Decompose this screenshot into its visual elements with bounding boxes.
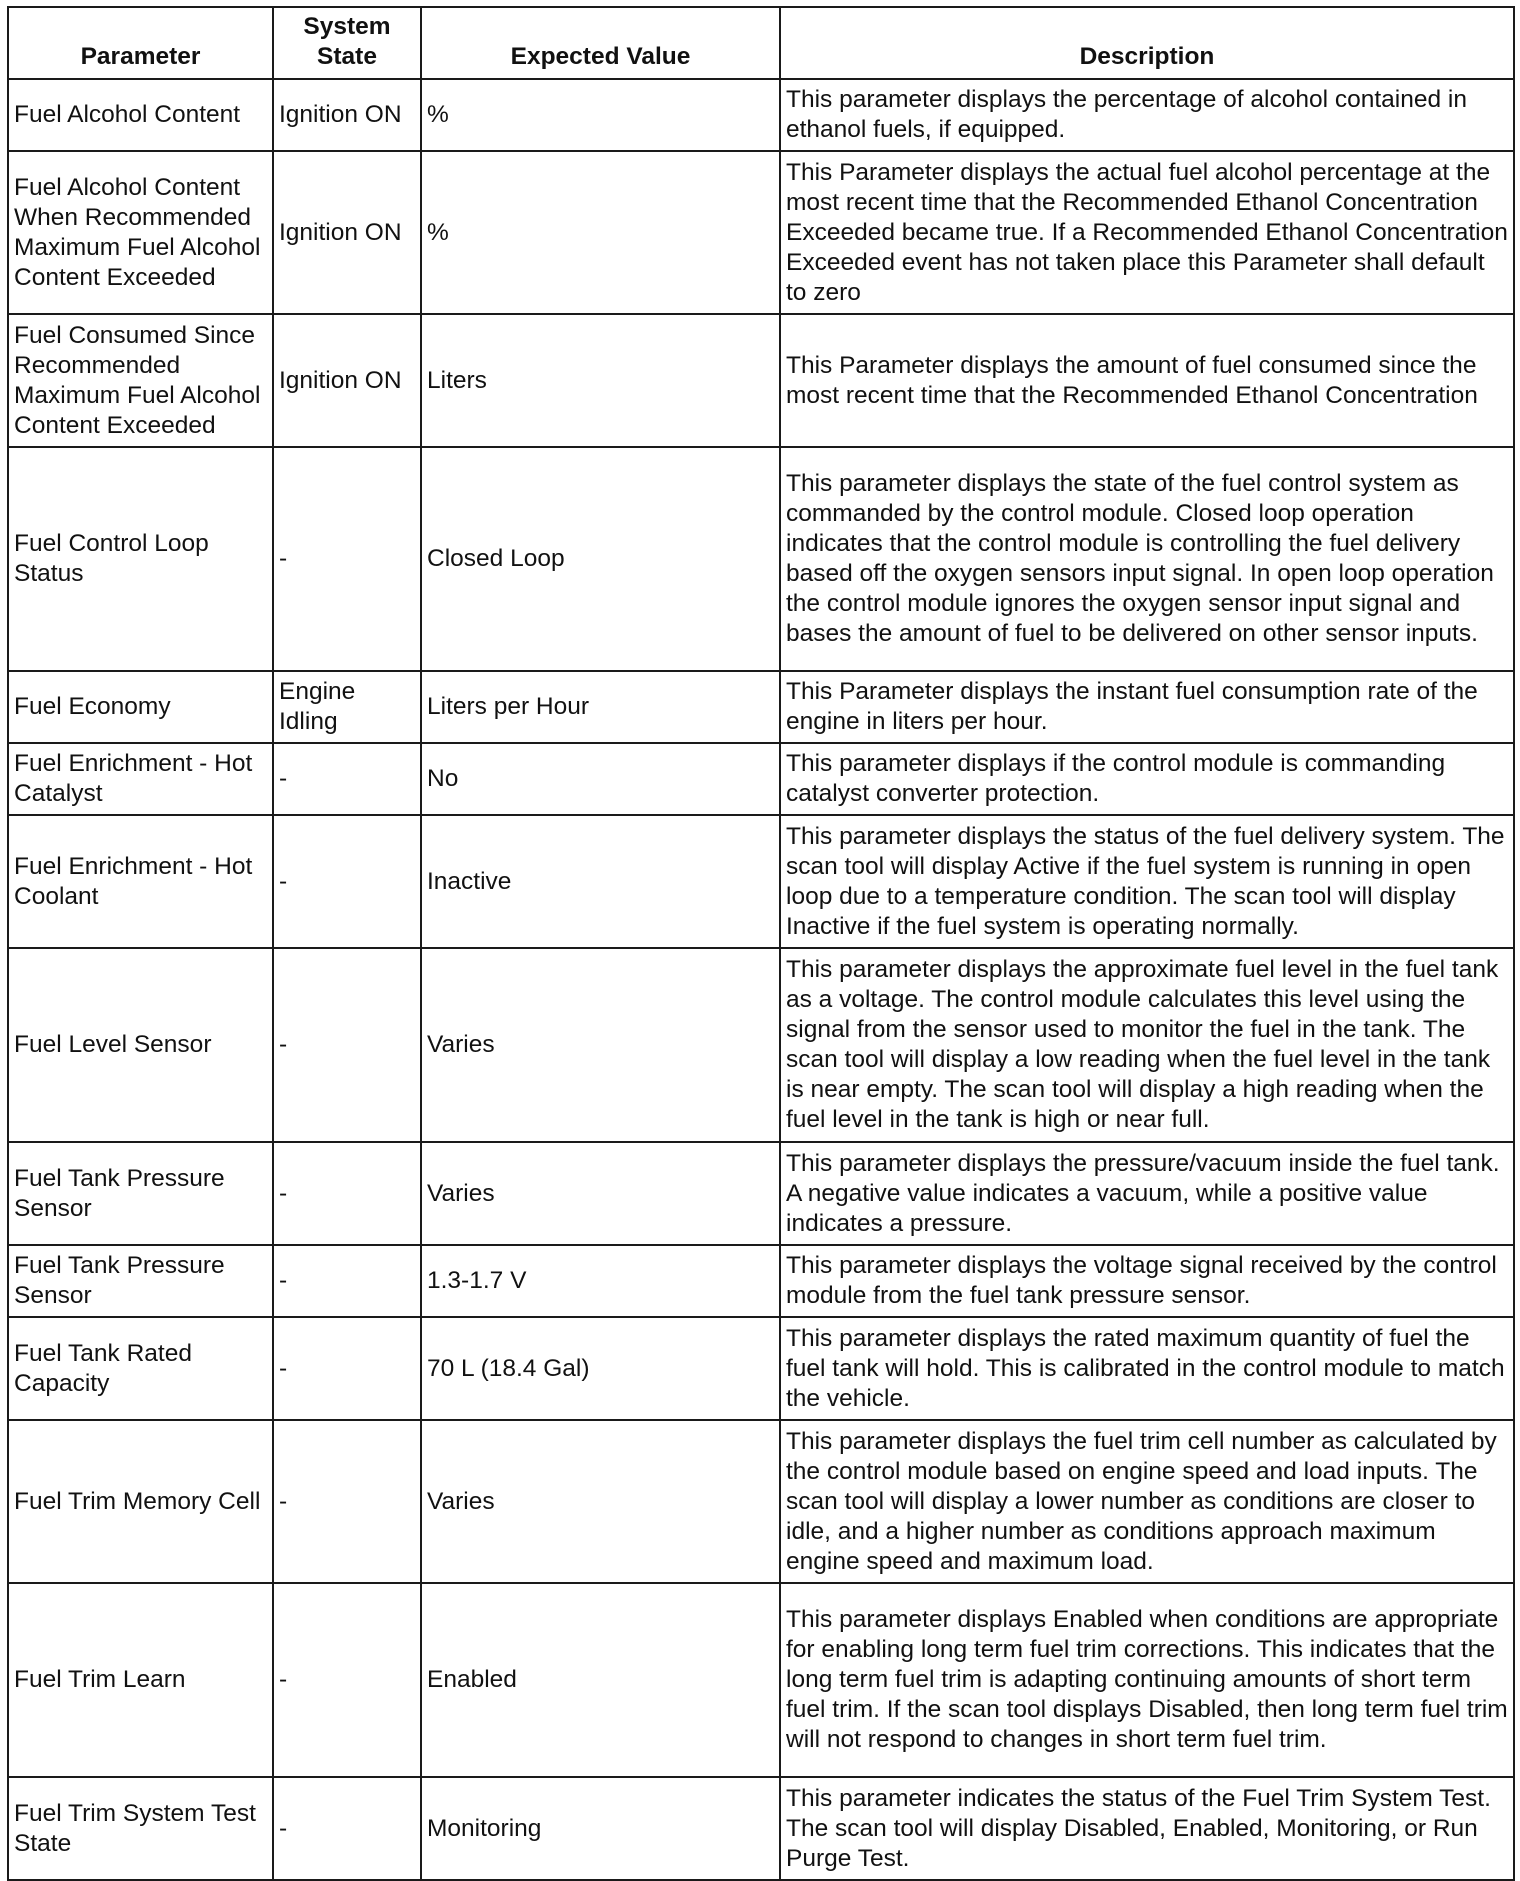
cell-parameter: Fuel Consumed Since Recommended Maximum Fuel Alcohol Content Exceeded [8,314,273,447]
cell-parameter: Fuel Level Sensor [8,948,273,1142]
cell-system-state: - [273,1142,421,1245]
cell-description: This parameter displays if the control module is commanding catalyst converter protection. [780,743,1514,815]
cell-parameter: Fuel Alcohol Content [8,79,273,151]
table-row [8,1142,1514,1245]
table-row [8,447,1514,671]
table-row [8,743,1514,815]
cell-parameter: Fuel Trim Memory Cell [8,1420,273,1583]
cell-description: This parameter displays the percentage of alcohol contained in ethanol fuels, if equipped. [780,79,1514,151]
table-row [8,1583,1514,1777]
cell-system-state: - [273,1245,421,1317]
cell-system-state: - [273,1583,421,1777]
cell-system-state: - [273,815,421,948]
header-description: Description [780,7,1514,79]
cell-expected-value: Enabled [421,1583,780,1777]
cell-system-state: - [273,948,421,1142]
cell-parameter: Fuel Tank Pressure Sensor [8,1245,273,1317]
cell-expected-value: Varies [421,1142,780,1245]
cell-parameter: Fuel Enrichment - Hot Catalyst [8,743,273,815]
table-row [8,314,1514,447]
table-row [8,1420,1514,1583]
parameter-table [7,6,1515,1881]
cell-description: This parameter displays the approximate fuel level in the fuel tank as a voltage. The control module calculates this level using the signal from the sensor used to monitor the fuel in the tank. The scan tool will display a low reading when the fuel level in the tank is near empty. The scan tool will display a high reading when the fuel level in the tank is high or near full. [780,948,1514,1142]
header-system-state: System State [273,7,421,79]
cell-system-state: - [273,1317,421,1420]
cell-system-state: Ignition ON [273,151,421,314]
header-expected-value: Expected Value [421,7,780,79]
cell-expected-value: Liters per Hour [421,671,780,743]
table-row [8,671,1514,743]
cell-description: This parameter displays the rated maximum quantity of fuel the fuel tank will hold. This is calibrated in the control module to match the vehicle. [780,1317,1514,1420]
cell-system-state: Ignition ON [273,314,421,447]
cell-parameter: Fuel Enrichment - Hot Coolant [8,815,273,948]
cell-expected-value: 1.3-1.7 V [421,1245,780,1317]
cell-expected-value: Varies [421,1420,780,1583]
cell-expected-value: Closed Loop [421,447,780,671]
cell-system-state: - [273,743,421,815]
cell-expected-value: % [421,151,780,314]
cell-parameter: Fuel Economy [8,671,273,743]
cell-parameter: Fuel Trim System Test State [8,1777,273,1880]
cell-parameter: Fuel Alcohol Content When Recommended Maximum Fuel Alcohol Content Exceeded [8,151,273,314]
cell-expected-value: Varies [421,948,780,1142]
cell-description: This Parameter displays the amount of fuel consumed since the most recent time that the Recommended Ethanol Concentration [780,314,1514,447]
cell-description: This parameter displays the voltage signal received by the control module from the fuel tank pressure sensor. [780,1245,1514,1317]
cell-system-state: Ignition ON [273,79,421,151]
cell-expected-value: No [421,743,780,815]
cell-system-state: Engine Idling [273,671,421,743]
cell-expected-value: Inactive [421,815,780,948]
cell-expected-value: Liters [421,314,780,447]
cell-description: This parameter displays the status of the fuel delivery system. The scan tool will display Active if the fuel system is running in open loop due to a temperature condition. The scan tool will display Inactive if the fuel system is operating normally. [780,815,1514,948]
cell-description: This parameter displays the fuel trim cell number as calculated by the control module based on engine speed and load inputs. The scan tool will display a lower number as conditions are closer to idle, and a higher number as conditions approach maximum engine speed and maximum load. [780,1420,1514,1583]
cell-system-state: - [273,1777,421,1880]
header-row [8,7,1514,79]
table-row [8,815,1514,948]
table-row [8,948,1514,1142]
cell-description: This parameter indicates the status of the Fuel Trim System Test. The scan tool will display Disabled, Enabled, Monitoring, or Run Purge Test. [780,1777,1514,1880]
table-row [8,1317,1514,1420]
cell-parameter: Fuel Tank Rated Capacity [8,1317,273,1420]
cell-description: This parameter displays the pressure/vacuum inside the fuel tank. A negative value indicates a vacuum, while a positive value indicates a pressure. [780,1142,1514,1245]
table-row [8,79,1514,151]
cell-description: This parameter displays the state of the fuel control system as commanded by the control module. Closed loop operation indicates that the control module is controlling the fuel delivery based off the oxygen sensors input signal. In open loop operation the control module ignores the oxygen sensor input signal and bases the amount of fuel to be delivered on other sensor inputs. [780,447,1514,671]
table-row [8,1245,1514,1317]
table-row [8,151,1514,314]
cell-expected-value: Monitoring [421,1777,780,1880]
header-parameter: Parameter [8,7,273,79]
cell-description: This parameter displays Enabled when conditions are appropriate for enabling long term fuel trim corrections. This indicates that the long term fuel trim is adapting continuing amounts of short term fuel trim. If the scan tool displays Disabled, then long term fuel trim will not respond to changes in short term fuel trim. [780,1583,1514,1777]
cell-description: This Parameter displays the instant fuel consumption rate of the engine in liters per hour. [780,671,1514,743]
cell-expected-value: 70 L (18.4 Gal) [421,1317,780,1420]
cell-system-state: - [273,447,421,671]
cell-parameter: Fuel Tank Pressure Sensor [8,1142,273,1245]
cell-description: This Parameter displays the actual fuel alcohol percentage at the most recent time that the Recommended Ethanol Concentration Exceeded became true. If a Recommended Ethanol Concentration Exceeded event has not taken place this Parameter shall default to zero [780,151,1514,314]
cell-expected-value: % [421,79,780,151]
cell-parameter: Fuel Trim Learn [8,1583,273,1777]
cell-parameter: Fuel Control Loop Status [8,447,273,671]
cell-system-state: - [273,1420,421,1583]
table-row [8,1777,1514,1880]
